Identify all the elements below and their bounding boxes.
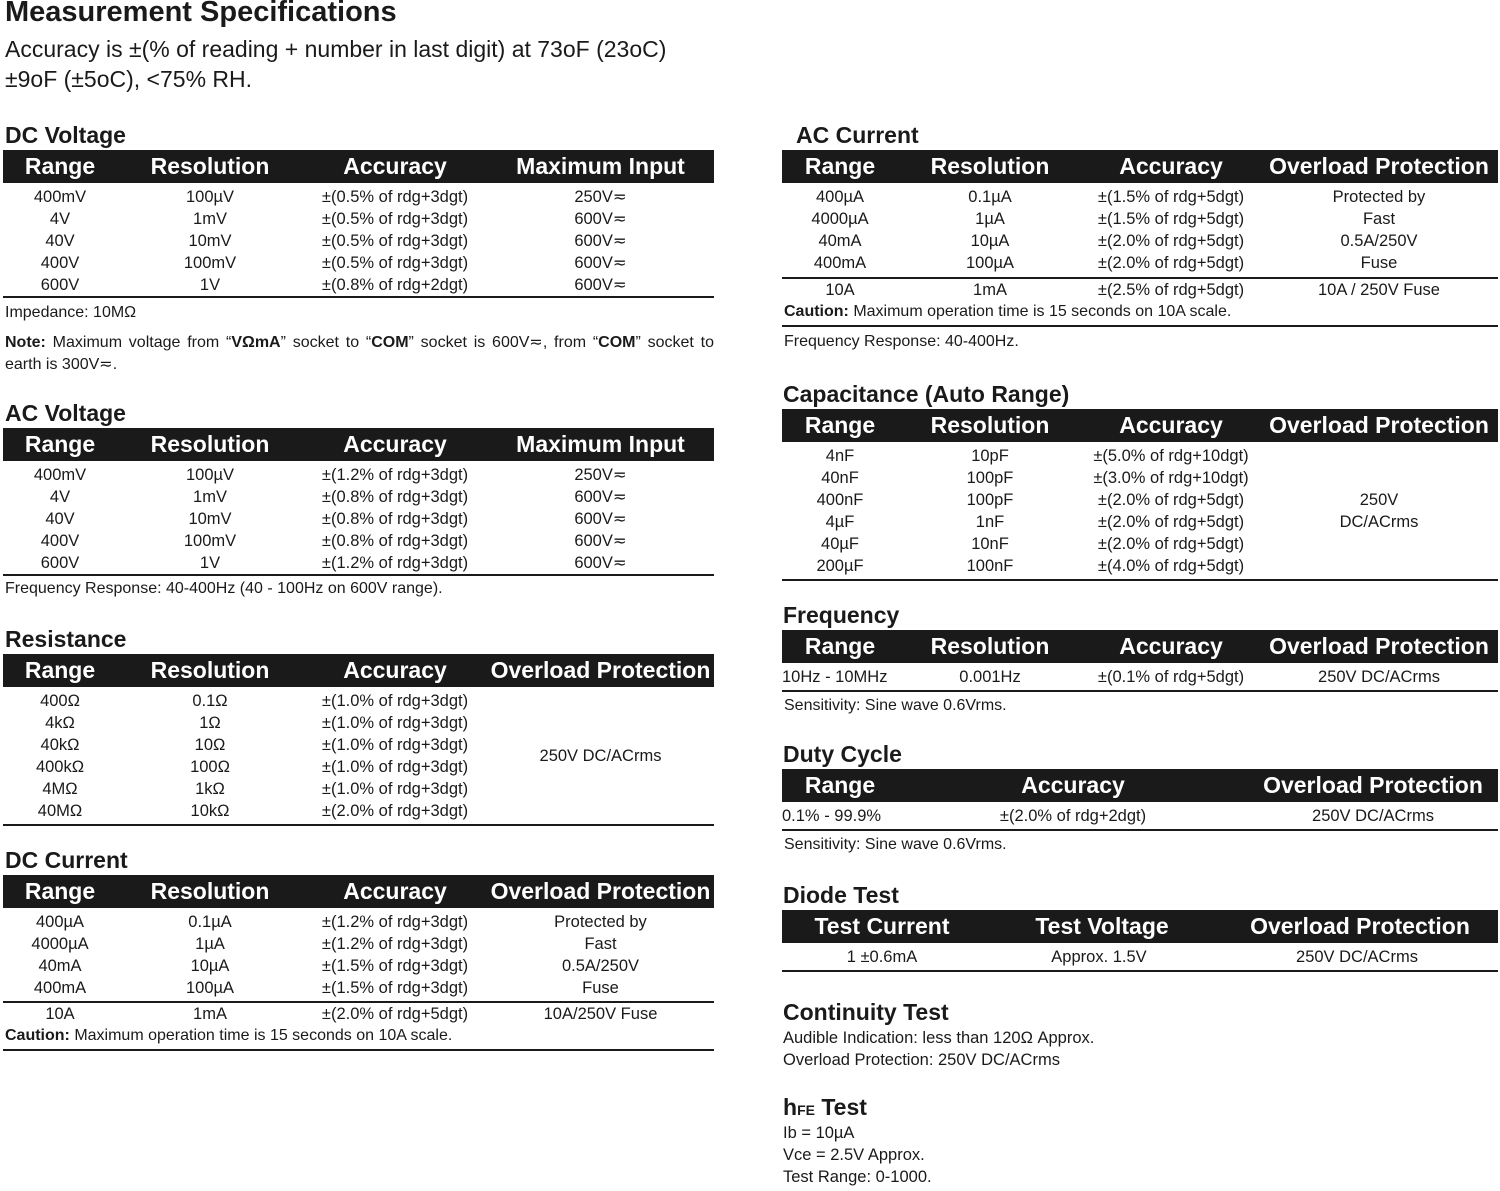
socket-name: COM xyxy=(598,334,636,351)
range-cell: 40mA xyxy=(38,957,82,975)
title-subscript: FE xyxy=(797,1102,815,1118)
header-cell: Test Voltage xyxy=(1035,913,1169,939)
resolution-cell: 10pF xyxy=(971,447,1009,465)
hfe-test-section xyxy=(782,1092,1498,1188)
max-input-cell: 250V≂ xyxy=(574,188,627,206)
accuracy-cell: ±(2.0% of rdg+5dgt) xyxy=(1097,491,1245,509)
table-bottom-rule xyxy=(3,574,714,576)
protection-cell: Protected by xyxy=(554,913,647,931)
accuracy-cell: ±(0.5% of rdg+3dgt) xyxy=(321,210,469,228)
range-cell: 40V xyxy=(45,510,75,528)
range-cell: 40µF xyxy=(821,535,859,553)
range-cell: 10A xyxy=(45,1005,75,1023)
header-cell: Resolution xyxy=(930,633,1050,659)
table-row xyxy=(782,555,1498,577)
resolution-cell: 1V xyxy=(199,276,221,294)
resolution-cell: 0.001Hz xyxy=(959,668,1021,686)
range-cell: 40kΩ xyxy=(40,736,80,754)
table-header xyxy=(3,428,714,461)
table-body xyxy=(3,908,714,999)
header-cell: Accuracy xyxy=(343,153,447,179)
resolution-cell: 10mV xyxy=(188,510,232,528)
header-cell: Overload Protection xyxy=(1269,412,1489,438)
table-row xyxy=(3,530,714,552)
table-row xyxy=(782,805,1498,827)
table-row xyxy=(782,533,1498,555)
table-body xyxy=(782,802,1498,827)
accuracy-cell: ±(1.5% of rdg+5dgt) xyxy=(1097,188,1245,206)
resolution-cell: 1nF xyxy=(975,513,1005,531)
table-row xyxy=(782,666,1498,688)
resolution-cell: 100pF xyxy=(966,469,1014,487)
table-row xyxy=(3,486,714,508)
protection-cell: Fuse xyxy=(1360,254,1398,272)
table-row xyxy=(3,508,714,530)
caution-text: Maximum operation time is 15 seconds on 10A scale. xyxy=(69,1027,453,1044)
table-header xyxy=(782,910,1498,943)
range-cell: 400mA xyxy=(813,254,867,272)
range-cell: 400nF xyxy=(816,491,864,509)
capacitance-section xyxy=(782,379,1498,581)
frequency-section xyxy=(782,600,1498,717)
note-text: ” socket is 600V≂, from “ xyxy=(408,334,599,351)
accuracy-cell: ±(1.0% of rdg+3dgt) xyxy=(321,780,469,798)
header-cell: Range xyxy=(24,153,96,179)
accuracy-cell: ±(1.2% of rdg+3dgt) xyxy=(321,935,469,953)
sensitivity-note: Sensitivity: Sine wave 0.6Vrms. xyxy=(784,836,1007,853)
accuracy-cell: ±(2.0% of rdg+2dgt) xyxy=(999,807,1147,825)
range-cell: 0.1% - 99.9% xyxy=(782,807,882,825)
section-title: Continuity Test xyxy=(783,999,949,1025)
table-row-10a xyxy=(782,279,1498,301)
table-row xyxy=(782,252,1498,274)
accuracy-cell: ±(0.8% of rdg+3dgt) xyxy=(321,488,469,506)
protection-cell: Protected by xyxy=(1332,188,1426,206)
accuracy-cell: ±(1.5% of rdg+3dgt) xyxy=(321,979,469,997)
impedance-note: Impedance: 10MΩ xyxy=(5,304,137,321)
table-body xyxy=(782,442,1498,577)
table-header xyxy=(782,409,1498,442)
table-body xyxy=(782,943,1498,968)
table-row xyxy=(3,712,714,734)
max-input-cell: 600V≂ xyxy=(574,510,627,528)
accuracy-cell: ±(1.2% of rdg+3dgt) xyxy=(321,554,469,572)
resolution-cell: 0.1µA xyxy=(188,913,232,931)
range-cell: 400µA xyxy=(35,913,85,931)
resolution-cell: 100µA xyxy=(965,254,1015,272)
table-header xyxy=(3,875,714,908)
accuracy-cell: ±(5.0% of rdg+10dgt) xyxy=(1093,447,1249,465)
table-bottom-rule xyxy=(782,325,1498,327)
resolution-cell: 10nF xyxy=(971,535,1009,553)
section-title: AC Current xyxy=(796,122,919,148)
range-cell: 200µF xyxy=(816,557,864,575)
header-cell: Accuracy xyxy=(343,431,447,457)
header-cell: Resolution xyxy=(150,153,270,179)
header-cell: Overload Protection xyxy=(490,657,711,683)
header-cell: Range xyxy=(804,153,876,179)
range-cell: 40V xyxy=(45,232,75,250)
table-row xyxy=(3,778,714,800)
range-cell: 400kΩ xyxy=(35,758,85,776)
table-row xyxy=(3,933,714,955)
max-input-cell: 600V≂ xyxy=(574,276,627,294)
header-cell: Overload Protection xyxy=(1263,772,1483,798)
header-cell: Range xyxy=(804,772,876,798)
range-cell: 4000µA xyxy=(811,210,869,228)
table-row xyxy=(3,208,714,230)
accuracy-intro xyxy=(5,34,725,94)
caution-note xyxy=(3,1025,714,1047)
table-row xyxy=(782,467,1498,489)
range-cell: 4nF xyxy=(825,447,855,465)
range-cell: 40mA xyxy=(818,232,862,250)
resolution-cell: 10kΩ xyxy=(190,802,230,820)
resolution-cell: 100mV xyxy=(183,532,237,550)
resolution-cell: 1mV xyxy=(193,488,227,506)
overload-protection-cell xyxy=(1260,489,1498,533)
header-cell: Resolution xyxy=(150,878,270,904)
header-cell: Maximum Input xyxy=(516,431,685,457)
table-row xyxy=(3,186,714,208)
title-h: h xyxy=(783,1094,798,1120)
table-row xyxy=(3,230,714,252)
table-bottom-rule xyxy=(782,829,1498,831)
accuracy-cell: ±(1.2% of rdg+3dgt) xyxy=(321,466,469,484)
protection-cell: Fast xyxy=(584,935,617,953)
protection-cell: 10A / 250V Fuse xyxy=(1317,281,1440,299)
section-title xyxy=(782,1092,1498,1122)
table-row xyxy=(3,955,714,977)
accuracy-cell: ±(2.0% of rdg+3dgt) xyxy=(321,802,469,820)
max-input-cell: 600V≂ xyxy=(574,254,627,272)
range-cell: 400V xyxy=(40,254,80,272)
accuracy-cell: ±(2.5% of rdg+5dgt) xyxy=(1097,281,1245,299)
header-cell: Overload Protection xyxy=(490,878,711,904)
table-body xyxy=(782,183,1498,274)
range-cell: 4000µA xyxy=(31,935,89,953)
table-header xyxy=(782,150,1498,183)
accuracy-cell: ±(1.2% of rdg+3dgt) xyxy=(321,913,469,931)
resolution-cell: 1mV xyxy=(193,210,227,228)
table-row xyxy=(782,445,1498,467)
accuracy-cell: ±(3.0% of rdg+10dgt) xyxy=(1093,469,1249,487)
resolution-cell: 10µA xyxy=(190,957,230,975)
resolution-cell: 10mV xyxy=(188,232,232,250)
accuracy-cell: ±(0.5% of rdg+3dgt) xyxy=(321,232,469,250)
header-cell: Range xyxy=(24,431,96,457)
note-text: ” socket to “ xyxy=(280,334,372,351)
resolution-cell: 1mA xyxy=(193,1005,227,1023)
table-row xyxy=(3,800,714,822)
accuracy-cell: ±(0.8% of rdg+3dgt) xyxy=(321,510,469,528)
section-title: DC Current xyxy=(5,847,128,873)
section-title: Resistance xyxy=(5,626,127,652)
section-title: DC Voltage xyxy=(5,122,126,148)
protection-cell: 0.5A/250V xyxy=(1340,232,1418,250)
header-cell: Resolution xyxy=(930,412,1050,438)
table-body xyxy=(3,687,714,822)
range-cell: 40nF xyxy=(821,469,859,487)
audible-indication: Audible Indication: less than 120Ω Approx. xyxy=(783,1029,1095,1047)
header-cell: Maximum Input xyxy=(516,153,685,179)
header-cell: Accuracy xyxy=(1119,633,1223,659)
resolution-cell: 1V xyxy=(199,554,221,572)
header-cell: Range xyxy=(24,878,96,904)
section-title: Diode Test xyxy=(783,882,899,908)
ac-voltage-section xyxy=(3,398,714,600)
header-cell: Accuracy xyxy=(343,657,447,683)
resolution-cell: 1µA xyxy=(975,210,1005,228)
accuracy-cell: ±(1.5% of rdg+5dgt) xyxy=(1097,210,1245,228)
resolution-cell: 100µV xyxy=(185,188,235,206)
header-cell: Range xyxy=(804,412,876,438)
resolution-cell: 0.1Ω xyxy=(192,692,228,710)
header-cell: Accuracy xyxy=(343,878,447,904)
resolution-cell: 100nF xyxy=(966,557,1014,575)
overload-protection: Overload Protection: 250V DC/ACrms xyxy=(783,1051,1060,1069)
title-rest: Test xyxy=(814,1094,867,1120)
range-cell: 400mA xyxy=(33,979,87,997)
header-cell: Overload Protection xyxy=(1269,633,1489,659)
protection-cell: 250V DC/ACrms xyxy=(1296,948,1418,966)
table-bottom-rule xyxy=(782,970,1498,972)
section-title: AC Voltage xyxy=(5,400,126,426)
duty-cycle-section xyxy=(782,739,1498,856)
table-header xyxy=(3,150,714,183)
range-cell: 4V xyxy=(49,488,71,506)
caution-note xyxy=(782,301,1498,323)
resolution-cell: 100mV xyxy=(183,254,237,272)
table-bottom-rule xyxy=(3,296,714,298)
max-input-cell: 600V≂ xyxy=(574,232,627,250)
max-input-cell: 600V≂ xyxy=(574,488,627,506)
table-bottom-rule xyxy=(3,1049,714,1051)
test-voltage-cell: Approx. 1.5V xyxy=(1051,948,1147,966)
note-label: Note: xyxy=(5,334,46,351)
accuracy-cell: ±(1.5% of rdg+3dgt) xyxy=(321,957,469,975)
protection-cell: 250V DC/ACrms xyxy=(1312,807,1434,825)
max-input-cell: 600V≂ xyxy=(574,554,627,572)
page-title: Measurement Specifications xyxy=(5,0,397,28)
accuracy-cell: ±(0.1% of rdg+5dgt) xyxy=(1097,668,1245,686)
socket-name: VΩmA xyxy=(231,334,281,351)
vce-value: Vce = 2.5V Approx. xyxy=(783,1146,925,1164)
table-header xyxy=(782,630,1498,663)
accuracy-cell: ±(1.0% of rdg+3dgt) xyxy=(321,758,469,776)
accuracy-cell: ±(1.0% of rdg+3dgt) xyxy=(321,714,469,732)
range-cell: 400Ω xyxy=(40,692,80,710)
table-row xyxy=(3,977,714,999)
accuracy-cell: ±(2.0% of rdg+5dgt) xyxy=(1097,513,1245,531)
ac-current-section xyxy=(782,120,1498,353)
protection-cell: Fast xyxy=(1362,210,1396,228)
table-row xyxy=(3,274,714,296)
accuracy-cell: ±(2.0% of rdg+5dgt) xyxy=(321,1005,469,1023)
accuracy-cell: ±(0.8% of rdg+3dgt) xyxy=(321,532,469,550)
note-text: Maximum voltage from “ xyxy=(45,334,232,351)
frequency-response-note: Frequency Response: 40-400Hz (40 - 100Hz on 600V range). xyxy=(5,580,443,597)
frequency-response-note: Frequency Response: 40-400Hz. xyxy=(784,333,1019,350)
continuity-test-section xyxy=(782,997,1498,1071)
header-cell: Overload Protection xyxy=(1269,153,1489,179)
table-header xyxy=(3,654,714,687)
accuracy-cell: ±(0.5% of rdg+3dgt) xyxy=(321,188,469,206)
resolution-cell: 1mA xyxy=(973,281,1007,299)
header-cell: Range xyxy=(804,633,876,659)
table-row xyxy=(782,186,1498,208)
accuracy-cell: ±(2.0% of rdg+5dgt) xyxy=(1097,254,1245,272)
protection-cell: 10A/250V Fuse xyxy=(543,1005,658,1023)
dc-current-section xyxy=(3,845,714,1051)
range-cell: 4MΩ xyxy=(42,780,78,798)
resistance-section xyxy=(3,624,714,826)
range-cell: 400V xyxy=(40,532,80,550)
resolution-cell: 100µV xyxy=(185,466,235,484)
range-cell: 4V xyxy=(49,210,71,228)
intro-line-2: ±9oF (±5oC), <75% RH. xyxy=(5,66,253,92)
header-cell: Accuracy xyxy=(1119,153,1223,179)
table-body xyxy=(3,461,714,574)
table-row xyxy=(3,552,714,574)
range-cell: 4µF xyxy=(825,513,855,531)
table-row xyxy=(3,252,714,274)
protection-cell: 250V DC/ACrms xyxy=(1318,668,1440,686)
caution-label: Caution: xyxy=(784,303,849,320)
header-cell: Resolution xyxy=(150,657,270,683)
dc-voltage-section xyxy=(3,120,714,376)
diode-test-section xyxy=(782,880,1498,972)
accuracy-cell: ±(4.0% of rdg+5dgt) xyxy=(1097,557,1245,575)
max-input-cell: 600V≂ xyxy=(574,210,627,228)
range-cell: 400µA xyxy=(815,188,865,206)
protection-line: DC/ACrms xyxy=(1339,513,1419,531)
accuracy-cell: ±(2.0% of rdg+5dgt) xyxy=(1097,535,1245,553)
accuracy-cell: ±(2.0% of rdg+5dgt) xyxy=(1097,232,1245,250)
header-cell: Accuracy xyxy=(1021,772,1125,798)
header-cell: Overload Protection xyxy=(1250,913,1470,939)
test-current-cell: 1 ±0.6mA xyxy=(846,948,918,966)
accuracy-cell: ±(1.0% of rdg+3dgt) xyxy=(321,736,469,754)
section-title: Frequency xyxy=(783,602,900,628)
section-title: Duty Cycle xyxy=(783,741,902,767)
header-cell: Resolution xyxy=(930,153,1050,179)
range-cell: 400mV xyxy=(33,188,87,206)
table-bottom-rule xyxy=(782,690,1498,692)
section-title: Capacitance (Auto Range) xyxy=(783,381,1070,407)
protection-cell: 0.5A/250V xyxy=(561,957,640,975)
accuracy-cell: ±(0.5% of rdg+3dgt) xyxy=(321,254,469,272)
test-range: Test Range: 0-1000. xyxy=(783,1168,932,1186)
table-row xyxy=(782,208,1498,230)
ib-value: Ib = 10µA xyxy=(783,1124,855,1142)
range-cell: 10A xyxy=(825,281,855,299)
header-cell: Range xyxy=(24,657,96,683)
caution-label: Caution: xyxy=(5,1027,70,1044)
resolution-cell: 10µA xyxy=(970,232,1010,250)
resolution-cell: 100pF xyxy=(966,491,1014,509)
dc-voltage-note xyxy=(3,332,714,376)
table-row xyxy=(3,690,714,712)
socket-name: COM xyxy=(371,334,409,351)
table-row xyxy=(3,911,714,933)
protection-line: 250V xyxy=(1359,491,1399,509)
resolution-cell: 1Ω xyxy=(199,714,221,732)
protection-cell: Fuse xyxy=(582,979,619,997)
table-body xyxy=(782,663,1498,688)
table-bottom-rule xyxy=(3,824,714,826)
sensitivity-note: Sensitivity: Sine wave 0.6Vrms. xyxy=(784,697,1007,714)
table-bottom-rule xyxy=(782,579,1498,581)
intro-line-1: Accuracy is ±(% of reading + number in last digit) at 73oF (23oC) xyxy=(5,36,667,62)
resolution-cell: 1µA xyxy=(195,935,225,953)
table-body xyxy=(3,183,714,296)
table-row xyxy=(782,230,1498,252)
resolution-cell: 0.1µA xyxy=(968,188,1012,206)
range-cell: 10Hz - 10MHz xyxy=(782,668,888,686)
resolution-cell: 1kΩ xyxy=(195,780,225,798)
range-cell: 600V xyxy=(40,276,80,294)
range-cell: 4kΩ xyxy=(45,714,75,732)
range-cell: 600V xyxy=(40,554,80,572)
resolution-cell: 10Ω xyxy=(194,736,226,754)
caution-text: Maximum operation time is 15 seconds on 10A scale. xyxy=(848,303,1232,320)
note-text: ” socket to earth is 300V≂. xyxy=(5,334,714,373)
resolution-cell: 100µA xyxy=(185,979,235,997)
header-cell: Accuracy xyxy=(1119,412,1223,438)
accuracy-cell: ±(0.8% of rdg+2dgt) xyxy=(321,276,469,294)
accuracy-cell: ±(1.0% of rdg+3dgt) xyxy=(321,692,469,710)
table-header xyxy=(782,769,1498,802)
range-cell: 40MΩ xyxy=(37,802,83,820)
resolution-cell: 100Ω xyxy=(190,758,230,776)
table-row-10a xyxy=(3,1003,714,1025)
range-cell: 400mV xyxy=(33,466,87,484)
overload-protection-cell: 250V DC/ACrms xyxy=(539,747,662,765)
header-cell: Test Current xyxy=(814,913,950,939)
max-input-cell: 250V≂ xyxy=(574,466,627,484)
table-row xyxy=(3,464,714,486)
max-input-cell: 600V≂ xyxy=(574,532,627,550)
table-row xyxy=(782,946,1498,968)
header-cell: Resolution xyxy=(150,431,270,457)
